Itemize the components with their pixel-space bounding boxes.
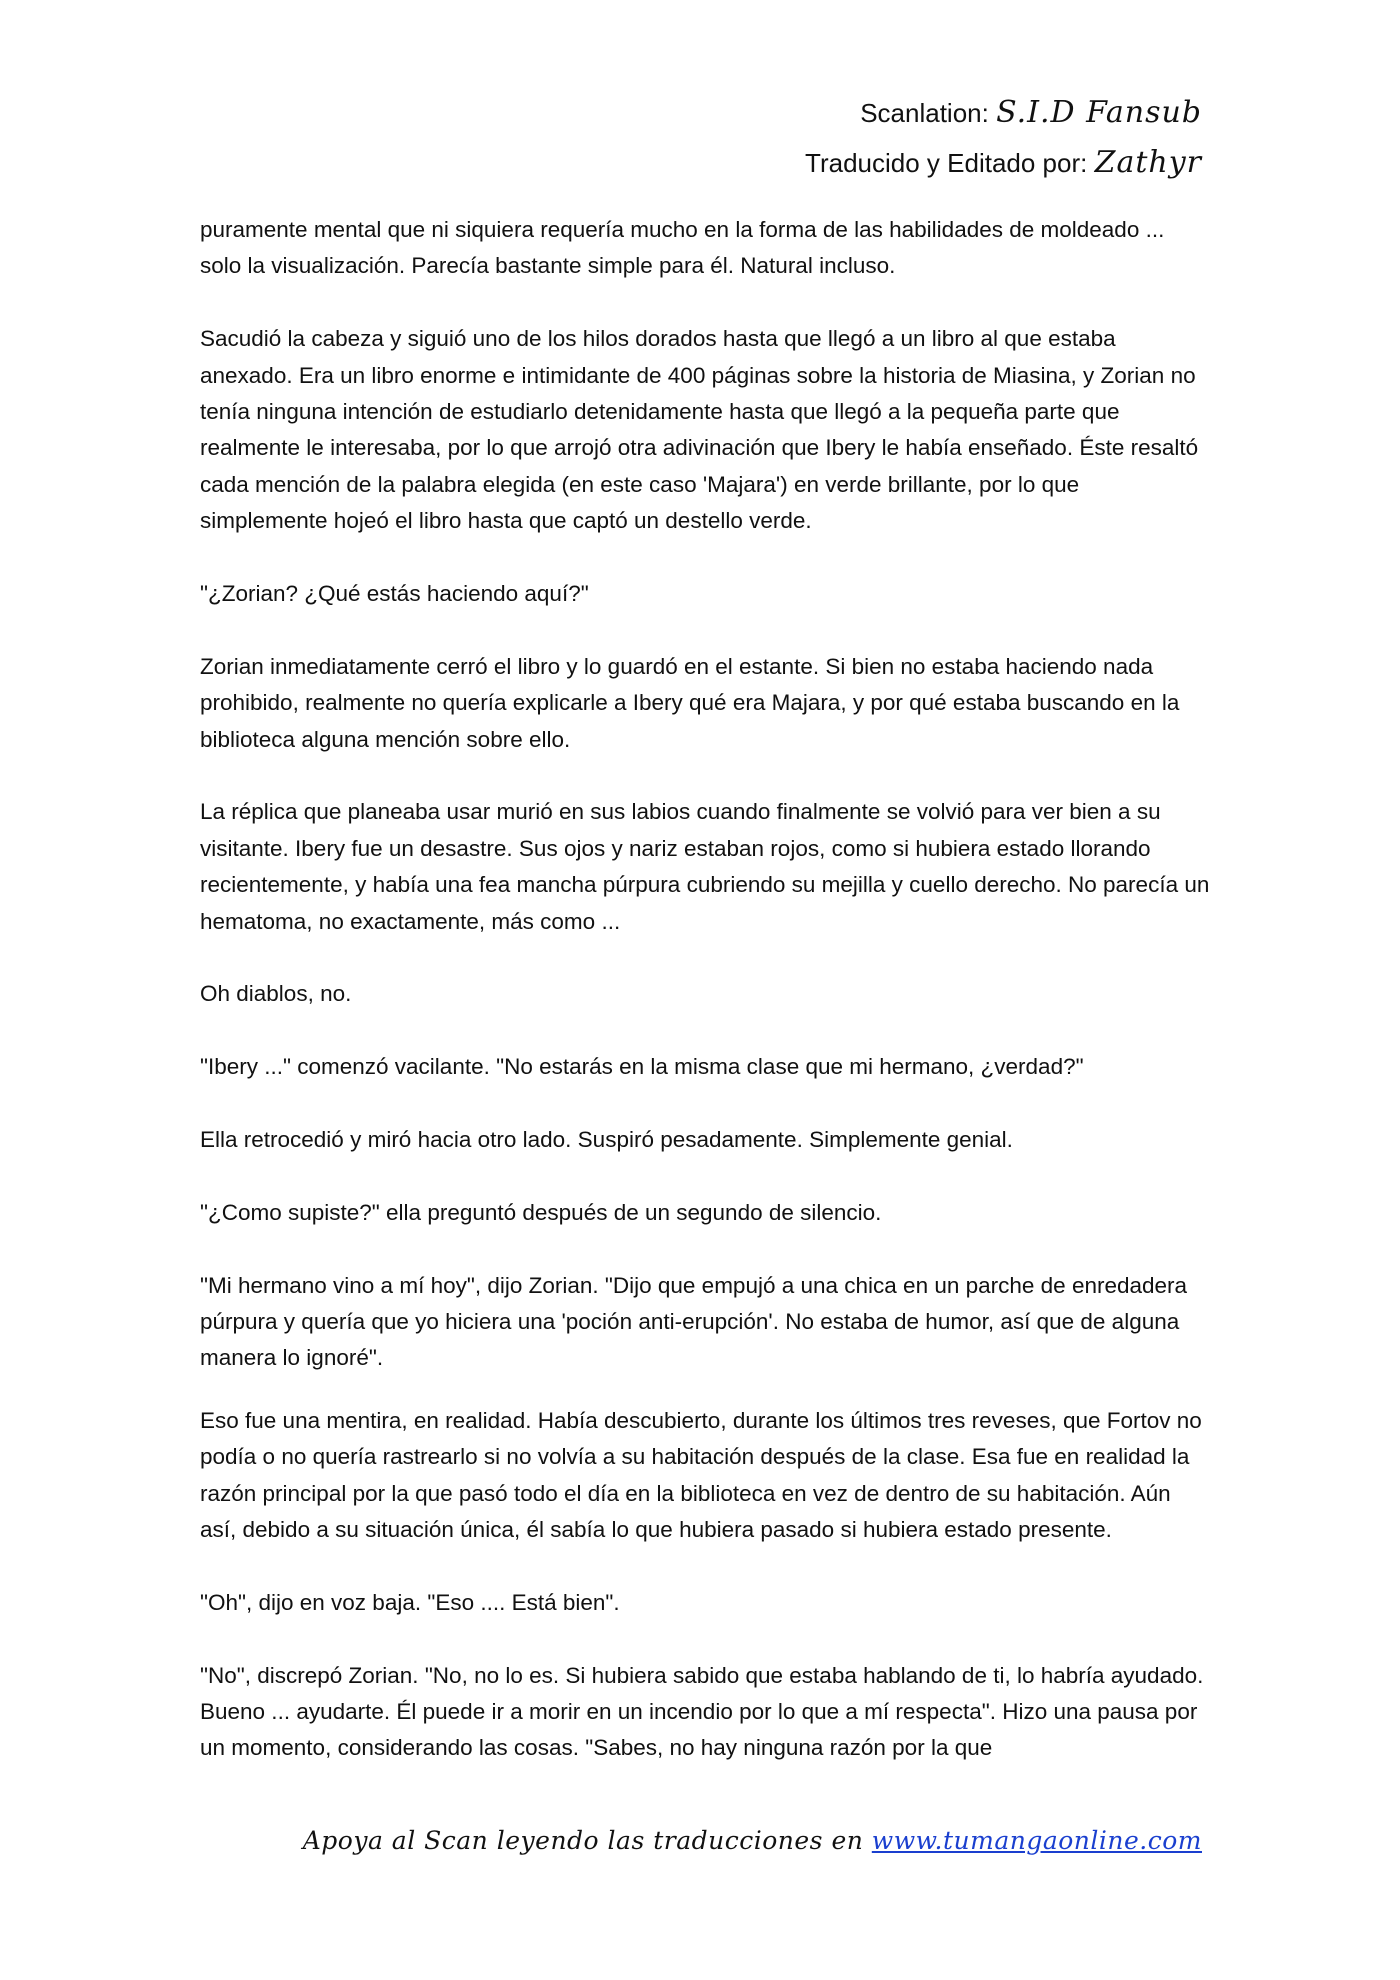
page-header <box>805 88 1202 188</box>
chapter-text <box>200 212 1210 1767</box>
paragraph: Eso fue una mentira, en realidad. Había descubierto, durante los últimos tres reveses, que Fortov no podía o no quería rastrearlo si no volvía a su habitación después de la clase. Esa fue en realidad la razón principal por la que pasó todo el día en la biblioteca en vez de dentro de su habitación. Aún así, debido a su situación única, él sabía lo que hubiera pasado si hubiera estado presente. <box>200 1407 1202 1543</box>
footer-link[interactable]: www.tumangaonline.com <box>871 1826 1202 1855</box>
paragraph: puramente mental que ni siquiera requería mucho en la forma de las habilidades de moldeado ... solo la visualización. Parecía bastante simple para él. Natural incluso. <box>200 217 1165 279</box>
footer-text: Apoya al Scan leyendo las traducciones en <box>302 1826 864 1855</box>
paragraph: Zorian inmediatamente cerró el libro y lo guardó en el estante. Si bien no estaba haciendo nada prohibido, realmente no quería explicarle a Ibery qué era Majara, y por qué estaba buscando en la biblioteca alguna mención sobre ello. <box>200 653 1180 752</box>
paragraph: La réplica que planeaba usar murió en sus labios cuando finalmente se volvió para ver bien a su visitante. Ibery fue un desastre. Sus ojos y nariz estaban rojos, como si hubiera estado llorando recientemente, y había una fea mancha púrpura cubriendo su mejilla y cuello derecho. No parecía un hematoma, no exactamente, más como ... <box>200 799 1210 934</box>
paragraph: "No", discrepó Zorian. "No, no lo es. Si hubiera sabido que estaba hablando de ti, lo habría ayudado. Bueno ... ayudarte. Él puede ir a morir en un incendio por lo que a mí respecta". Hizo una pausa por un momento, considerando las cosas. "Sabes, no hay ninguna razón por la que <box>200 1662 1204 1761</box>
translator-name: Zathyr <box>1094 145 1202 180</box>
paragraph: "Oh", dijo en voz baja. "Eso .... Está bien". <box>200 1589 620 1615</box>
paragraph: "¿Zorian? ¿Qué estás haciendo aquí?" <box>200 581 589 607</box>
scanlation-credit <box>805 88 1202 138</box>
scanlation-group: S.I.D Fansub <box>996 95 1202 130</box>
scanlation-label: Scanlation: <box>860 98 989 128</box>
paragraph: "¿Como supiste?" ella preguntó después de un segundo de silencio. <box>200 1199 882 1225</box>
translator-label: Traducido y Editado por: <box>805 148 1088 178</box>
page-footer <box>303 1826 1202 1855</box>
paragraph: "Ibery ..." comenzó vacilante. "No estarás en la misma clase que mi hermano, ¿verdad?" <box>200 1054 1084 1080</box>
paragraph: Sacudió la cabeza y siguió uno de los hilos dorados hasta que llegó a un libro al que estaba anexado. Era un libro enorme e intimidante de 400 páginas sobre la historia de Miasina, y Zorian no tenía ninguna intención de estudiarlo detenidamente hasta que llegó a la pequeña parte que realmente le interesaba, por lo que arrojó otra adivinación que Ibery le había enseñado. Éste resaltó cada mención de la palabra elegida (en este caso 'Majara') en verde brillante, por lo que simplemente hojeó el libro hasta que captó un destello verde. <box>200 326 1199 534</box>
paragraph: Oh diablos, no. <box>200 981 352 1007</box>
paragraph: "Mi hermano vino a mí hoy", dijo Zorian. "Dijo que empujó a una chica en un parche de enredadera púrpura y quería que yo hiciera una 'poción anti-erupción'. No estaba de humor, así que de alguna manera lo ignoré". <box>200 1272 1188 1371</box>
paragraph: Ella retrocedió y miró hacia otro lado. Suspiró pesadamente. Simplemente genial. <box>200 1127 1013 1153</box>
translator-credit <box>805 138 1202 188</box>
